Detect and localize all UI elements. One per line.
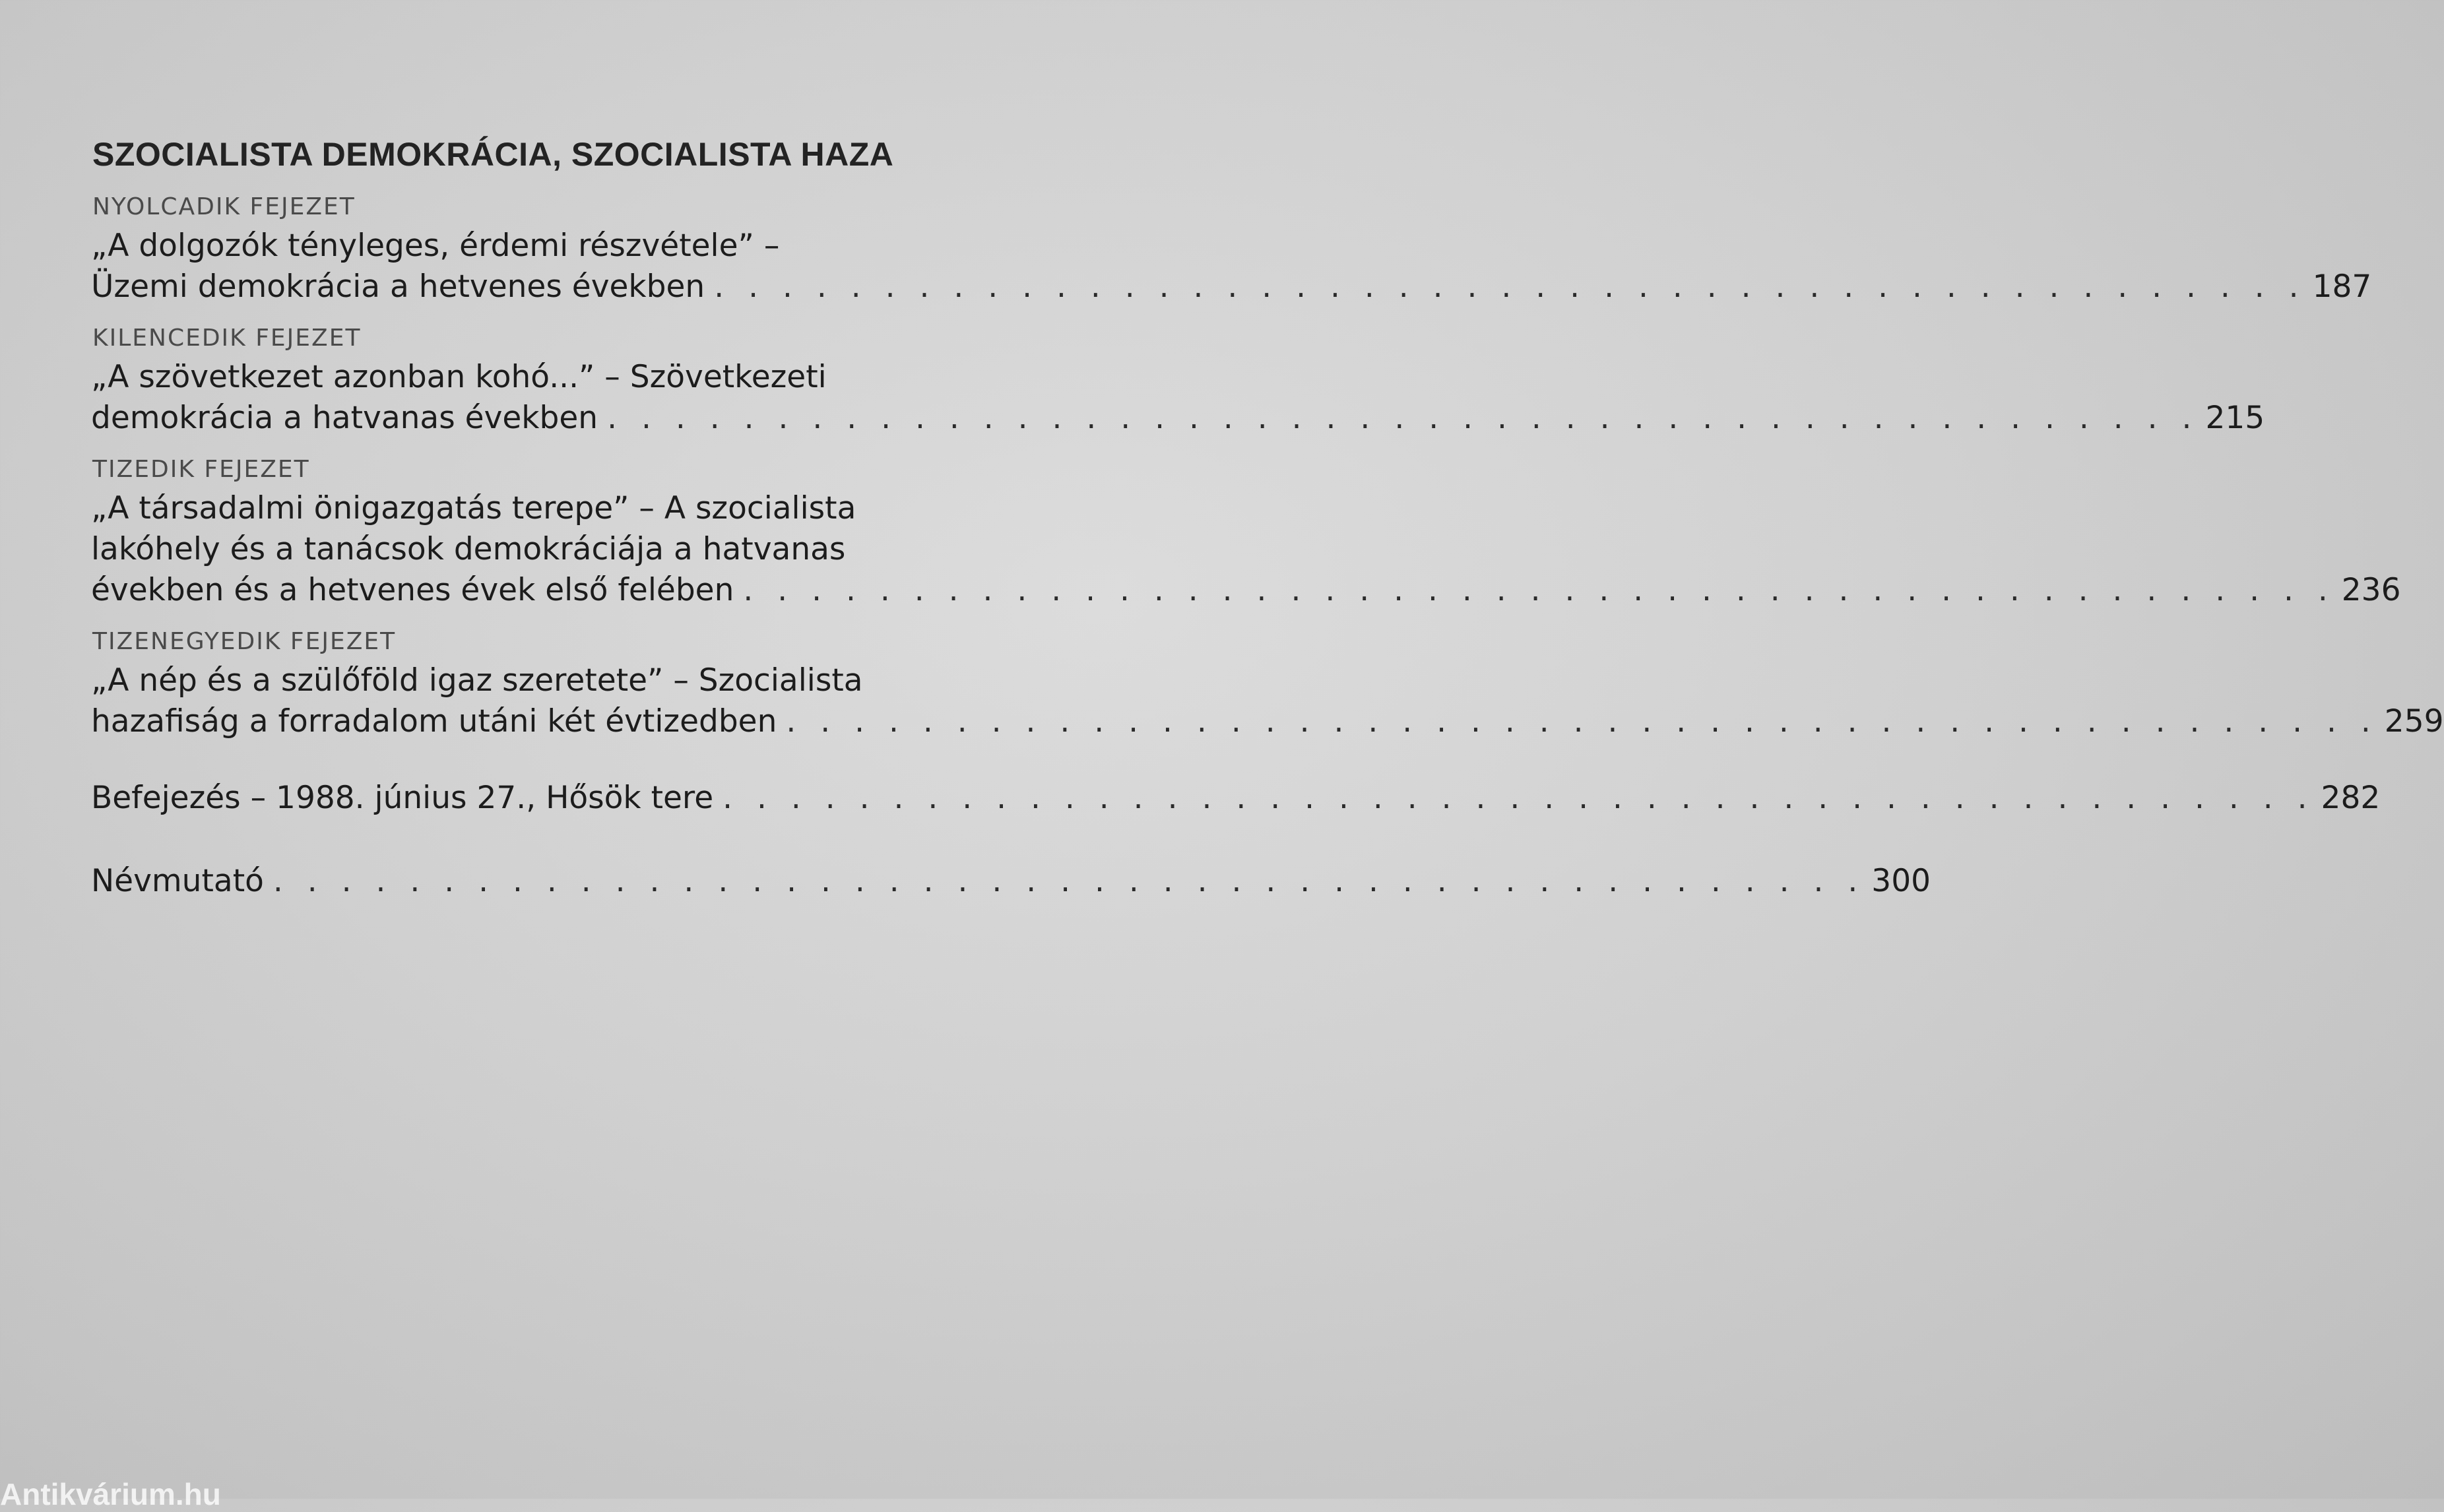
chapter-label: NYOLCADIK FEJEZET (92, 193, 356, 220)
page-number: 259 (2384, 703, 2444, 740)
chapter-title-last-line (91, 267, 2372, 307)
chapter-entry-11 (84, 628, 2444, 742)
chapter-title-last-line (91, 398, 2265, 439)
page-number: 236 (2341, 572, 2401, 608)
watermark: Antikvárium.hu (0, 1477, 221, 1511)
chapter-title-line: „A szövetkezet azonban kohó...” – Szövetkezeti (91, 359, 827, 395)
index-entry (91, 861, 1931, 902)
chapter-label: KILENCEDIK FEJEZET (92, 325, 362, 352)
chapter-title-text: demokrácia a hatvanas években (91, 400, 598, 436)
chapter-title-line: „A dolgozók tényleges, érdemi részvétele” – (91, 228, 780, 264)
chapter-label: TIZEDIK FEJEZET (92, 456, 310, 483)
dot-leader: . . . . . . . . . . . . . . . . . . . . . . . . . . . . . . . . . . . . . . . . . . . . . . . (723, 780, 2315, 816)
chapter-entry-10 (84, 456, 2401, 611)
page-number: 187 (2312, 268, 2372, 305)
conclusion-title: Befejezés – 1988. június 27., Hősök tere (91, 780, 714, 816)
chapter-entry-9 (84, 325, 2265, 439)
chapter-title-last-line (91, 570, 2401, 611)
conclusion-entry (91, 778, 2381, 819)
page-number: 215 (2205, 400, 2265, 436)
chapter-title-last-line (91, 701, 2444, 742)
dot-leader: . . . . . . . . . . . . . . . . . . . . . . . . . . . . . . . . . . . . . . . . . . . . . . . (786, 703, 2378, 740)
chapter-title-line: „A társadalmi önigazgatás terepe” – A szocialista (91, 490, 856, 526)
chapter-title-line: lakóhely és a tanácsok demokráciája a hatvanas (91, 531, 846, 567)
dot-leader: . . . . . . . . . . . . . . . . . . . . . . . . . . . . . . . . . . . . . . . . . . . . . . . (273, 863, 1865, 899)
part-title: SZOCIALISTA DEMOKRÁCIA, SZOCIALISTA HAZA (92, 136, 894, 173)
chapter-title-text: években és a hetvenes évek első felében (91, 572, 734, 608)
page-number: 300 (1871, 863, 1931, 899)
chapter-title-text: hazafiság a forradalom utáni két évtizedben (91, 703, 777, 740)
chapter-label: TIZENEGYEDIK FEJEZET (92, 628, 397, 655)
chapter-title-text: Üzemi demokrácia a hetvenes években (91, 268, 705, 305)
page-number: 282 (2321, 780, 2381, 816)
dot-leader: . . . . . . . . . . . . . . . . . . . . . . . . . . . . . . . . . . . . . . . . . . . . . . . (714, 268, 2306, 305)
dot-leader: . . . . . . . . . . . . . . . . . . . . . . . . . . . . . . . . . . . . . . . . . . . . . . . (743, 572, 2335, 608)
table-of-contents (84, 135, 2444, 902)
dot-leader: . . . . . . . . . . . . . . . . . . . . . . . . . . . . . . . . . . . . . . . . . . . . . . . (607, 400, 2199, 436)
chapter-title-line: „A nép és a szülőföld igaz szeretete” – Szocialista (91, 662, 863, 699)
index-title: Névmutató (91, 863, 264, 899)
chapter-entry-8 (84, 193, 2372, 307)
